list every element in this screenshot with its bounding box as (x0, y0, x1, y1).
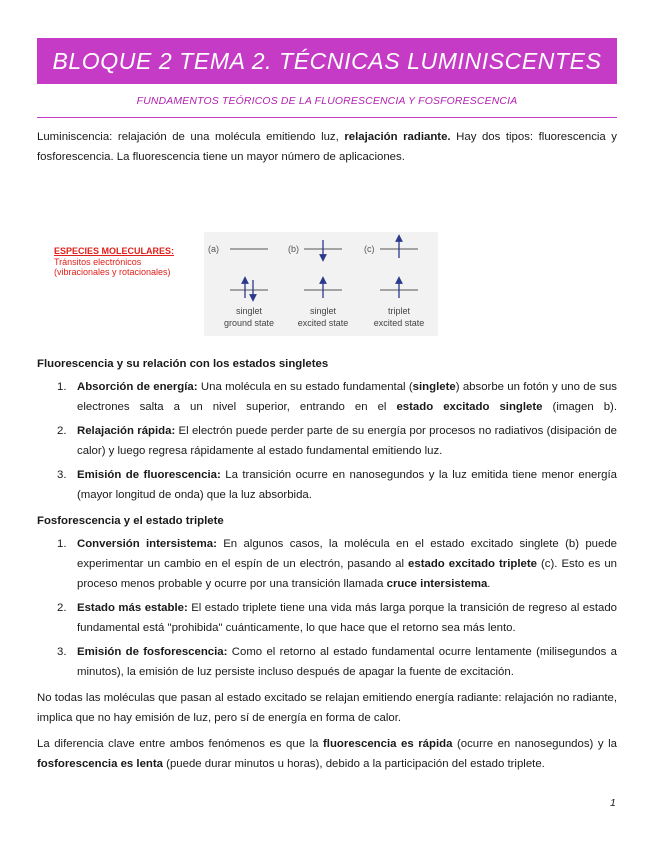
page-number: 1 (610, 797, 616, 809)
species-line-1: Tránsitos electrónicos (54, 256, 142, 267)
document-body (37, 127, 617, 774)
list-item: 3. Emisión de fluorescencia: La transición ocurre en nanosegundos y la luz emitida tiene menor energía (mayor longitud de onda) que la luz absorbida. (37, 465, 617, 505)
list-number: 1. (57, 538, 67, 550)
panel-a-label: (a) (208, 244, 219, 254)
title-banner (37, 38, 617, 84)
list-item: 1. Absorción de energía: Una molécula en su estado fundamental (singlete) absorbe un fotón y uno de sus electrones salta a un nivel superior, entrando en el estado excitado singlete (imagen b). (37, 377, 617, 417)
list-number: 2. (57, 425, 67, 437)
fluorescence-steps (37, 377, 617, 505)
subtitle-divider (37, 117, 617, 118)
species-note (54, 246, 174, 278)
caption-a-line2: ground state (223, 318, 275, 328)
species-line-2: (vibracionales y rotacionales) (54, 267, 171, 277)
energy-states-figure (37, 175, 617, 348)
caption-c-line2: excited state (373, 318, 425, 328)
fluorescence-heading: Fluorescencia y su relación con los estados singletes (37, 358, 329, 370)
list-number: 3. (57, 469, 67, 481)
non-radiant-paragraph: No todas las moléculas que pasan al estado excitado se relajan emitiendo energía radiante: relajación no radiante, implica que no hay emisión de luz, pero sí de energía en forma de calor. (37, 692, 617, 724)
caption-a-line1: singlet (235, 306, 263, 316)
caption-b-line1: singlet (309, 306, 337, 316)
caption-c-line1: triplet (387, 306, 411, 316)
species-title: ESPECIES MOLECULARES: (54, 246, 175, 256)
list-number: 1. (57, 381, 67, 393)
list-item: 3. Emisión de fosforescencia: Como el retorno al estado fundamental ocurre lentamente (milisegundos a minutos), la emisión de luz persiste incluso después de apagar la fuente de excitación. (37, 642, 617, 682)
intro-paragraph: Luminiscencia: relajación de una molécula emitiendo luz, relajación radiante. Hay dos tipos: fluorescencia y fosforescencia. La fluorescencia tiene un mayor número de aplicaciones. (37, 131, 618, 163)
panel-b-label: (b) (288, 244, 299, 254)
phosphorescence-heading: Fosforescencia y el estado triplete (37, 515, 224, 527)
conclusion-paragraph: La diferencia clave entre ambos fenómenos es que la fluorescencia es rápida (ocurre en nanosegundos) y la fosforescencia es lenta (puede durar minutos u horas), debido a la participación del estado triplete. (37, 738, 617, 770)
section-subtitle: FUNDAMENTOS TEÓRICOS DE LA FLUORESCENCIA Y FOSFORESCENCIA (136, 96, 518, 107)
panel-c-label: (c) (364, 244, 375, 254)
document-title: BLOQUE 2 TEMA 2. TÉCNICAS LUMINISCENTES (52, 47, 602, 74)
spin-state-diagram (204, 232, 438, 336)
list-number: 2. (57, 602, 67, 614)
list-item: 1. Conversión intersistema: En algunos casos, la molécula en el estado excitado singlete (b) puede experimentar un cambio en el espín de un electrón, pasando al estado excitado triplete (c). Esto es un proceso menos probable y ocurre por una transición llamada cruce intersistema. (37, 534, 617, 594)
list-item: 2. Relajación rápida: El electrón puede perder parte de su energía por procesos no radiativos (disipación de calor) y luego regresa rápidamente al estado fundamental emitiendo luz. (37, 421, 617, 461)
caption-b-line2: excited state (297, 318, 349, 328)
list-number: 3. (57, 646, 67, 658)
list-item: 2. Estado más estable: El estado triplete tiene una vida más larga porque la transición de regreso al estado fundamental está "prohibida" cuánticamente, lo que hace que el retorno sea más lento. (37, 598, 617, 638)
phosphorescence-steps (37, 534, 617, 682)
